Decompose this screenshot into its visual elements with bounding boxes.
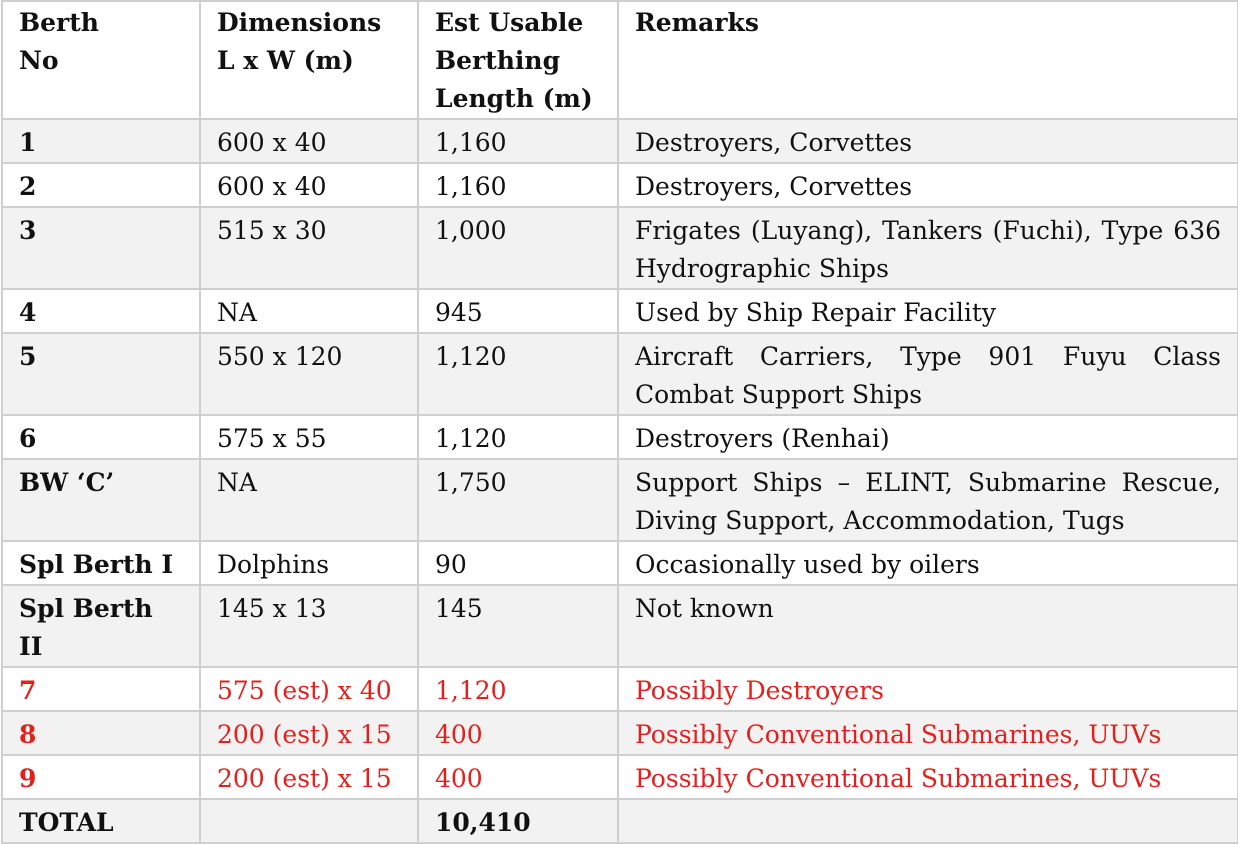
- total-dimensions: [200, 799, 418, 843]
- remarks-cell: Not known: [618, 585, 1238, 667]
- header-dimensions: Dimensions L x W (m): [200, 1, 418, 119]
- remarks-cell: Destroyers, Corvettes: [618, 163, 1238, 207]
- remarks-cell: Support Ships – ELINT, Submarine Rescue, Diving Support, Accommodation, Tugs: [618, 459, 1238, 541]
- header-remarks: Remarks: [618, 1, 1238, 119]
- berth-number: Spl Berth II: [2, 585, 200, 667]
- length-cell: 145: [418, 585, 618, 667]
- remarks-cell: Destroyers (Renhai): [618, 415, 1238, 459]
- length-cell: 1,120: [418, 415, 618, 459]
- remarks-cell: Occasionally used by oilers: [618, 541, 1238, 585]
- berth-number: BW ‘C’: [2, 459, 200, 541]
- length-cell: 1,120: [418, 667, 618, 711]
- length-cell: 1,000: [418, 207, 618, 289]
- dimensions-cell: 575 (est) x 40: [200, 667, 418, 711]
- remarks-cell: Possibly Conventional Submarines, UUVs: [618, 711, 1238, 755]
- table-row: [2, 755, 1238, 799]
- header-berth-no: Berth No: [2, 1, 200, 119]
- berth-number: Spl Berth I: [2, 541, 200, 585]
- table-row: [2, 585, 1238, 667]
- dimensions-cell: 145 x 13: [200, 585, 418, 667]
- length-cell: 1,120: [418, 333, 618, 415]
- berth-number: 5: [2, 333, 200, 415]
- dimensions-cell: 200 (est) x 15: [200, 711, 418, 755]
- table-row: [2, 459, 1238, 541]
- table-row: [2, 207, 1238, 289]
- berth-table: [1, 0, 1238, 844]
- berth-number: 1: [2, 119, 200, 163]
- dimensions-cell: 200 (est) x 15: [200, 755, 418, 799]
- dimensions-cell: 550 x 120: [200, 333, 418, 415]
- dimensions-cell: 575 x 55: [200, 415, 418, 459]
- remarks-cell: Destroyers, Corvettes: [618, 119, 1238, 163]
- berth-number: 9: [2, 755, 200, 799]
- remarks-cell: Frigates (Luyang), Tankers (Fuchi), Type 636 Hydrographic Ships: [618, 207, 1238, 289]
- length-cell: 90: [418, 541, 618, 585]
- table-row: [2, 119, 1238, 163]
- berth-number: 7: [2, 667, 200, 711]
- dimensions-cell: 600 x 40: [200, 163, 418, 207]
- table-row: [2, 163, 1238, 207]
- dimensions-cell: NA: [200, 289, 418, 333]
- length-cell: 400: [418, 755, 618, 799]
- remarks-cell: Possibly Destroyers: [618, 667, 1238, 711]
- table-row: [2, 667, 1238, 711]
- dimensions-cell: 600 x 40: [200, 119, 418, 163]
- table-row: [2, 541, 1238, 585]
- remarks-cell: Aircraft Carriers, Type 901 Fuyu Class Combat Support Ships: [618, 333, 1238, 415]
- berth-number: 6: [2, 415, 200, 459]
- table-row: [2, 711, 1238, 755]
- berth-number: 3: [2, 207, 200, 289]
- header-row: [2, 1, 1238, 119]
- header-usable-length: Est Usable Berthing Length (m): [418, 1, 618, 119]
- berth-number: 2: [2, 163, 200, 207]
- table-row: [2, 333, 1238, 415]
- berth-number: 4: [2, 289, 200, 333]
- dimensions-cell: Dolphins: [200, 541, 418, 585]
- length-cell: 1,750: [418, 459, 618, 541]
- remarks-cell: Possibly Conventional Submarines, UUVs: [618, 755, 1238, 799]
- table-row: [2, 415, 1238, 459]
- dimensions-cell: NA: [200, 459, 418, 541]
- dimensions-cell: 515 x 30: [200, 207, 418, 289]
- remarks-cell: Used by Ship Repair Facility: [618, 289, 1238, 333]
- length-cell: 1,160: [418, 163, 618, 207]
- length-cell: 1,160: [418, 119, 618, 163]
- table-row: [2, 289, 1238, 333]
- total-length: 10,410: [418, 799, 618, 843]
- length-cell: 945: [418, 289, 618, 333]
- total-label: TOTAL: [2, 799, 200, 843]
- berth-number: 8: [2, 711, 200, 755]
- length-cell: 400: [418, 711, 618, 755]
- total-row: [2, 799, 1238, 843]
- total-remarks: [618, 799, 1238, 843]
